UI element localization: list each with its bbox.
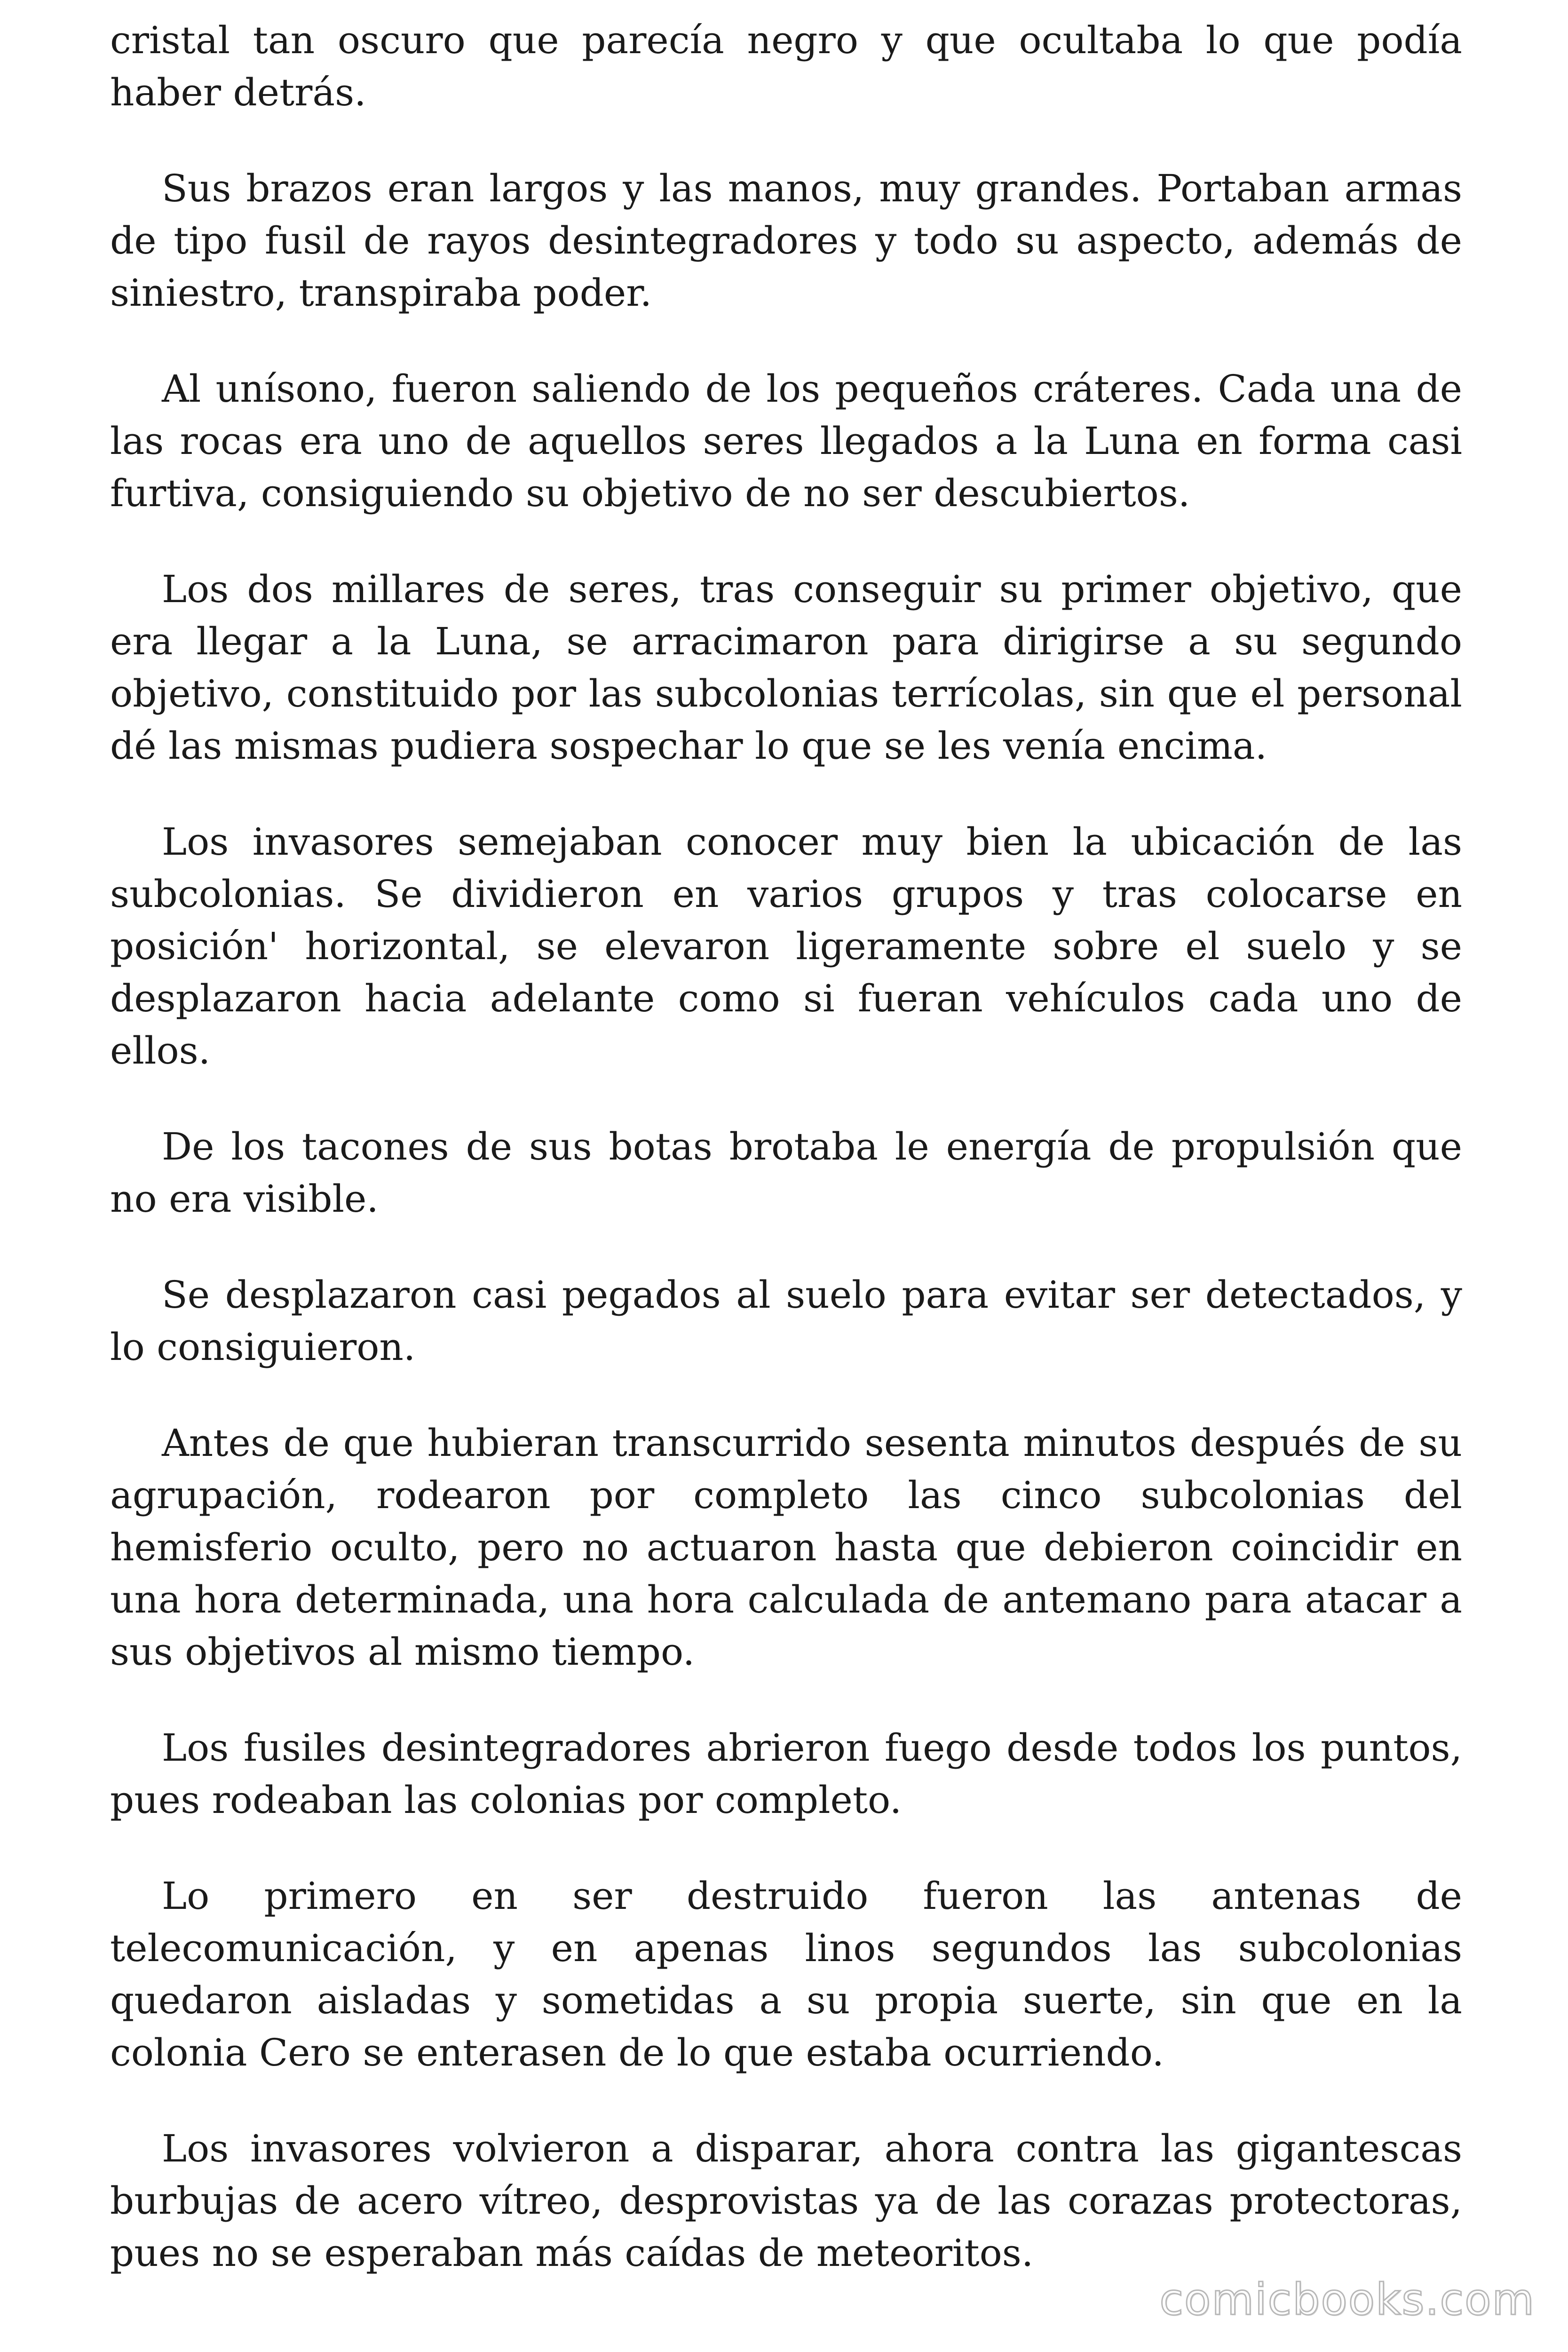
watermark: comicbooks.com [1159, 2274, 1535, 2325]
paragraph-11: Los invasores volvieron a disparar, ahora contra las gigantescas burbujas de acero vítreo, desprovistas ya de las corazas protectoras, pues no se esperaban más caídas de meteoritos. [110, 2127, 1462, 2275]
paragraph-4: Los dos millares de seres, tras conseguir su primer objetivo, que era llegar a la Luna, se arracimaron para dirigirse a su segundo objetivo, constituido por las subcolonias terrícolas, sin que el personal dé las mismas pudiera sospechar lo que se les venía encima. [110, 567, 1462, 768]
text-column [110, 14, 1462, 2323]
paragraph-10: Lo primero en ser destruido fueron las antenas de telecomunicación, y en apenas linos segundos las subcolonias quedaron aisladas y sometidas a su propia suerte, sin que en la colonia Cero se enterasen de lo que estaba ocurriendo. [110, 1874, 1462, 2074]
paragraph-2: Sus brazos eran largos y las manos, muy grandes. Portaban armas de tipo fusil de rayos desintegradores y todo su aspecto, además de siniestro, transpiraba poder. [110, 167, 1462, 315]
paragraph-1: cristal tan oscuro que parecía negro y que ocultaba lo que podía haber detrás. [110, 18, 1462, 114]
paragraph-9: Los fusiles desintegradores abrieron fuego desde todos los puntos, pues rodeaban las colonias por completo. [110, 1726, 1462, 1822]
paragraph-7: Se desplazaron casi pegados al suelo para evitar ser detectados, y lo consiguieron. [110, 1273, 1462, 1369]
paragraph-6: De los tacones de sus botas brotaba le energía de propulsión que no era visible. [110, 1125, 1462, 1221]
paragraph-8: Antes de que hubieran transcurrido sesenta minutos después de su agrupación, rodearon por completo las cinco subcolonias del hemisferio oculto, pero no actuaron hasta que debieron coincidir en una hora determinada, una hora calculada de antemano para atacar a sus objetivos al mismo tiempo. [110, 1421, 1462, 1674]
paragraph-3: Al unísono, fueron saliendo de los pequeños cráteres. Cada una de las rocas era uno de aquellos seres llegados a la Luna en forma casi furtiva, consiguiendo su objetivo de no ser descubiertos. [110, 367, 1462, 515]
paragraph-5: Los invasores semejaban conocer muy bien la ubicación de las subcolonias. Se dividieron en varios grupos y tras colocarse en posición' horizontal, se elevaron ligeramente sobre el suelo y se desplazaron hacia adelante como si fueran vehículos cada uno de ellos. [110, 820, 1462, 1073]
